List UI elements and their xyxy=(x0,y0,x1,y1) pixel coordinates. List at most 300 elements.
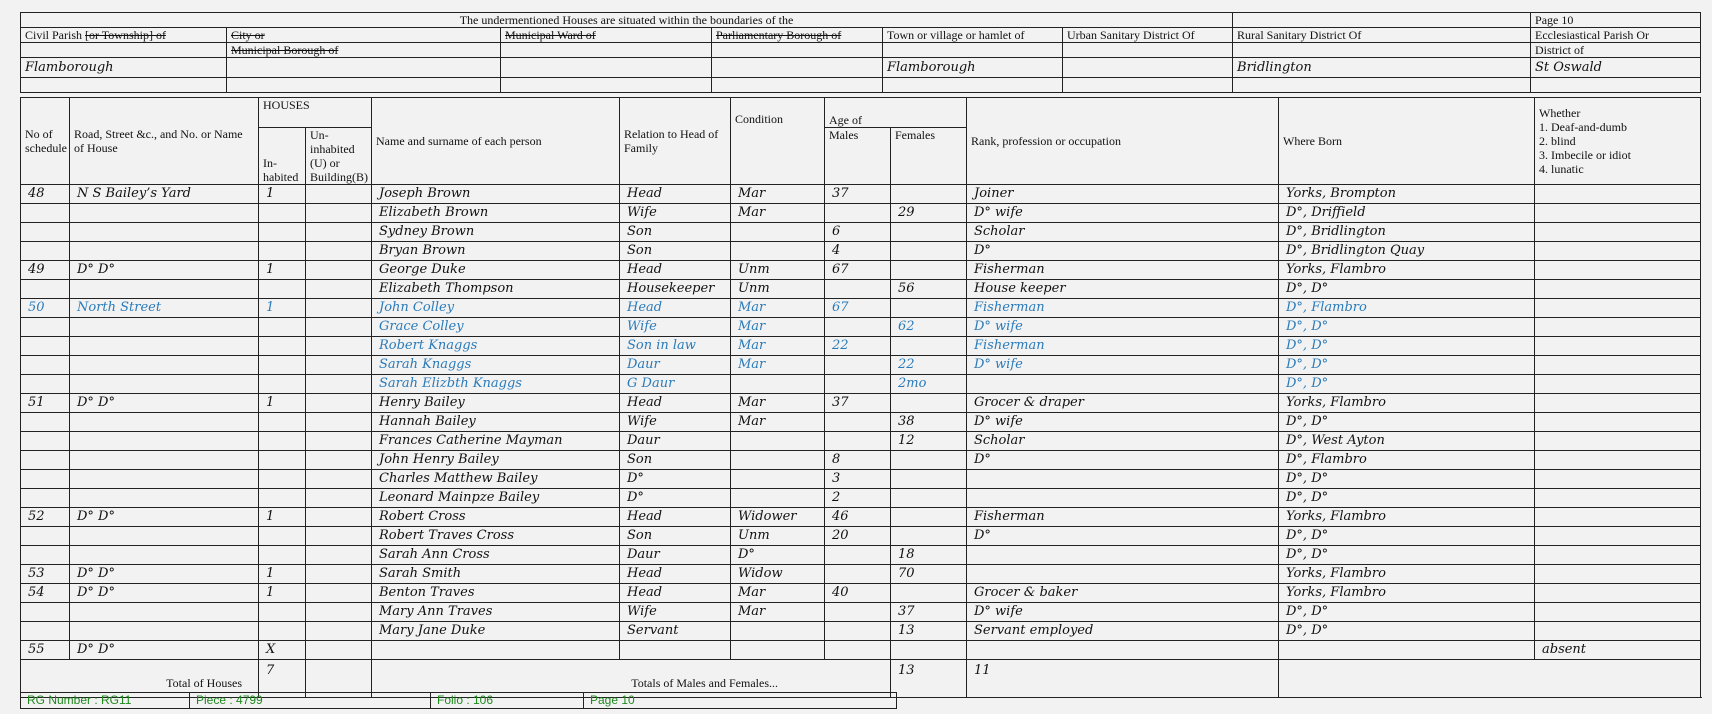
cell-born: D°, D° xyxy=(1279,470,1535,489)
cell-relation: Head xyxy=(620,185,731,204)
cell-occupation: Scholar xyxy=(967,432,1279,451)
cell-schedule: 51 xyxy=(21,394,70,413)
cell-females xyxy=(891,242,967,261)
cell-schedule xyxy=(21,546,70,565)
cell-occupation: Grocer & draper xyxy=(967,394,1279,413)
cell-females: 56 xyxy=(891,280,967,299)
cell-occupation xyxy=(967,470,1279,489)
cell-road: D° D° xyxy=(70,394,259,413)
cell-inhabited: 1 xyxy=(259,299,306,318)
cell-uninhabited xyxy=(306,375,372,394)
cell-name: Frances Catherine Mayman xyxy=(372,432,620,451)
table-row xyxy=(21,584,1701,603)
cell-occupation: Grocer & baker xyxy=(967,584,1279,603)
table-row xyxy=(21,489,1701,508)
cell-born: D°, D° xyxy=(1279,546,1535,565)
cell-name: John Colley xyxy=(372,299,620,318)
cell-females: 29 xyxy=(891,204,967,223)
rural-sanitary-label: Rural Sanitary District Of xyxy=(1233,28,1531,43)
census-table xyxy=(20,97,1701,698)
cell-females: 62 xyxy=(891,318,967,337)
col-schedule: No of schedule xyxy=(21,98,70,185)
cell-inhabited xyxy=(259,337,306,356)
cell-born: D°, D° xyxy=(1279,337,1535,356)
cell-name xyxy=(372,641,620,660)
whether-title: Whether xyxy=(1539,106,1581,120)
table-row xyxy=(21,299,1701,318)
header-title: The undermentioned Houses are situated within the boundaries of the xyxy=(21,13,1233,28)
cell-born: D°, D° xyxy=(1279,489,1535,508)
cell-name: Henry Bailey xyxy=(372,394,620,413)
cell-born: D°, Bridlington Quay xyxy=(1279,242,1535,261)
table-row xyxy=(21,318,1701,337)
cell-road xyxy=(70,223,259,242)
whether-item: 2. blind xyxy=(1539,134,1576,148)
urban-sanitary-label: Urban Sanitary District Of xyxy=(1063,28,1233,43)
cell-females xyxy=(891,489,967,508)
cell-schedule xyxy=(21,242,70,261)
cell-condition xyxy=(731,432,825,451)
table-row xyxy=(21,451,1701,470)
cell-males xyxy=(825,622,891,641)
cell-inhabited xyxy=(259,527,306,546)
cell-name: Mary Jane Duke xyxy=(372,622,620,641)
cell-whether xyxy=(1535,394,1701,413)
municipal-borough-label: Municipal Borough of xyxy=(227,43,501,58)
cell-born: D°, D° xyxy=(1279,280,1535,299)
cell-whether xyxy=(1535,584,1701,603)
cell-occupation: Fisherman xyxy=(967,508,1279,527)
cell-name: Joseph Brown xyxy=(372,185,620,204)
cell-occupation xyxy=(967,489,1279,508)
town-village-value: Flamborough xyxy=(883,58,1063,78)
cell-road xyxy=(70,470,259,489)
cell-uninhabited xyxy=(306,204,372,223)
cell-schedule xyxy=(21,527,70,546)
cell-uninhabited xyxy=(306,603,372,622)
cell-males: 3 xyxy=(825,470,891,489)
cell-relation: Daur xyxy=(620,432,731,451)
table-row xyxy=(21,394,1701,413)
cell-males: 6 xyxy=(825,223,891,242)
cell-males xyxy=(825,204,891,223)
reference-bar xyxy=(20,692,897,709)
cell-name: Robert Knaggs xyxy=(372,337,620,356)
cell-males xyxy=(825,603,891,622)
cell-condition: Mar xyxy=(731,318,825,337)
cell-occupation xyxy=(967,565,1279,584)
cell-schedule xyxy=(21,337,70,356)
col-condition: Condition xyxy=(731,98,825,185)
cell-schedule xyxy=(21,603,70,622)
cell-whether xyxy=(1535,432,1701,451)
cell-road: D° D° xyxy=(70,261,259,280)
cell-relation: Wife xyxy=(620,204,731,223)
table-row xyxy=(21,413,1701,432)
table-row xyxy=(21,375,1701,394)
cell-occupation: Scholar xyxy=(967,223,1279,242)
cell-inhabited: 1 xyxy=(259,185,306,204)
cell-relation: Head xyxy=(620,394,731,413)
cell-schedule: 55 xyxy=(21,641,70,660)
table-row xyxy=(21,223,1701,242)
cell-relation: Wife xyxy=(620,603,731,622)
cell-whether xyxy=(1535,185,1701,204)
cell-relation xyxy=(620,641,731,660)
cell-whether xyxy=(1535,337,1701,356)
cell-schedule xyxy=(21,413,70,432)
cell-name: Bryan Brown xyxy=(372,242,620,261)
cell-inhabited xyxy=(259,546,306,565)
rg-number: RG Number : RG11 xyxy=(21,693,190,709)
cell-uninhabited xyxy=(306,337,372,356)
cell-schedule xyxy=(21,432,70,451)
cell-condition: Widow xyxy=(731,565,825,584)
cell-born: D°, Bridlington xyxy=(1279,223,1535,242)
header-blank xyxy=(1233,13,1531,28)
cell-condition: Widower xyxy=(731,508,825,527)
parliamentary-borough-label: Parliamentary Borough of xyxy=(712,28,883,43)
cell-males xyxy=(825,641,891,660)
cell-road xyxy=(70,375,259,394)
cell-road xyxy=(70,356,259,375)
census-page xyxy=(20,12,1701,698)
cell-males: 67 xyxy=(825,261,891,280)
cell-occupation: D° wife xyxy=(967,413,1279,432)
cell-whether xyxy=(1535,622,1701,641)
cell-uninhabited xyxy=(306,527,372,546)
table-row xyxy=(21,185,1701,204)
table-row xyxy=(21,337,1701,356)
page-number: Page 10 xyxy=(1531,13,1701,28)
cell-females xyxy=(891,299,967,318)
cell-inhabited: X xyxy=(259,641,306,660)
cell-condition: Mar xyxy=(731,337,825,356)
cell-condition xyxy=(731,242,825,261)
cell-relation: Head xyxy=(620,565,731,584)
cell-schedule xyxy=(21,489,70,508)
cell-born: D°, Driffield xyxy=(1279,204,1535,223)
cell-condition: Unm xyxy=(731,280,825,299)
cell-whether xyxy=(1535,318,1701,337)
cell-occupation: Fisherman xyxy=(967,337,1279,356)
cell-whether xyxy=(1535,527,1701,546)
cell-uninhabited xyxy=(306,185,372,204)
cell-schedule xyxy=(21,280,70,299)
table-row xyxy=(21,470,1701,489)
cell-relation: Son in law xyxy=(620,337,731,356)
cell-females: 13 xyxy=(891,622,967,641)
cell-females xyxy=(891,185,967,204)
cell-road xyxy=(70,622,259,641)
cell-whether: absent xyxy=(1535,641,1701,660)
cell-born: Yorks, Flambro xyxy=(1279,394,1535,413)
cell-uninhabited xyxy=(306,318,372,337)
total-houses-label: Total of Houses xyxy=(21,660,259,698)
total-females-value: 11 xyxy=(967,660,1279,698)
cell-females: 18 xyxy=(891,546,967,565)
cell-females xyxy=(891,508,967,527)
table-row xyxy=(21,527,1701,546)
cell-relation: Son xyxy=(620,223,731,242)
cell-name: Robert Traves Cross xyxy=(372,527,620,546)
cell-occupation: D° xyxy=(967,451,1279,470)
cell-condition: Mar xyxy=(731,394,825,413)
cell-relation: Daur xyxy=(620,356,731,375)
cell-schedule xyxy=(21,223,70,242)
cell-relation: Son xyxy=(620,451,731,470)
cell-whether xyxy=(1535,375,1701,394)
cell-inhabited xyxy=(259,432,306,451)
cell-whether xyxy=(1535,489,1701,508)
col-houses: HOUSES xyxy=(259,98,372,128)
cell-females xyxy=(891,470,967,489)
table-row xyxy=(21,432,1701,451)
table-row xyxy=(21,508,1701,527)
cell-males: 37 xyxy=(825,185,891,204)
cell-inhabited xyxy=(259,223,306,242)
col-occupation: Rank, profession or occupation xyxy=(967,98,1279,185)
cell-inhabited: 1 xyxy=(259,584,306,603)
cell-occupation xyxy=(967,641,1279,660)
cell-born: Yorks, Flambro xyxy=(1279,584,1535,603)
cell-schedule: 52 xyxy=(21,508,70,527)
whether-item: 1. Deaf-and-dumb xyxy=(1539,120,1627,134)
cell-males xyxy=(825,375,891,394)
cell-schedule: 50 xyxy=(21,299,70,318)
cell-males xyxy=(825,318,891,337)
cell-uninhabited xyxy=(306,413,372,432)
district-header xyxy=(20,12,1701,93)
cell-uninhabited xyxy=(306,223,372,242)
col-inhabited: In-habited xyxy=(259,128,306,185)
cell-born: Yorks, Brompton xyxy=(1279,185,1535,204)
cell-condition: Mar xyxy=(731,299,825,318)
cell-born: Yorks, Flambro xyxy=(1279,508,1535,527)
cell-schedule xyxy=(21,451,70,470)
cell-name: Sydney Brown xyxy=(372,223,620,242)
piece-number: Piece : 4799 xyxy=(190,693,431,709)
cell-road xyxy=(70,546,259,565)
cell-born: D°, D° xyxy=(1279,622,1535,641)
cell-occupation: Joiner xyxy=(967,185,1279,204)
cell-schedule xyxy=(21,318,70,337)
cell-females: 70 xyxy=(891,565,967,584)
cell-relation: D° xyxy=(620,470,731,489)
rural-sanitary-value: Bridlington xyxy=(1233,58,1531,78)
table-row xyxy=(21,641,1701,660)
cell-uninhabited xyxy=(306,299,372,318)
cell-uninhabited xyxy=(306,432,372,451)
table-row xyxy=(21,603,1701,622)
cell-condition xyxy=(731,223,825,242)
cell-inhabited xyxy=(259,375,306,394)
table-row xyxy=(21,565,1701,584)
ecclesiastical-value: St Oswald xyxy=(1531,58,1701,78)
cell-relation: Daur xyxy=(620,546,731,565)
cell-schedule: 48 xyxy=(21,185,70,204)
cell-relation: Head xyxy=(620,508,731,527)
cell-name: John Henry Bailey xyxy=(372,451,620,470)
cell-whether xyxy=(1535,280,1701,299)
cell-road xyxy=(70,204,259,223)
cell-condition: Unm xyxy=(731,261,825,280)
cell-schedule xyxy=(21,470,70,489)
cell-road xyxy=(70,318,259,337)
cell-relation: Head xyxy=(620,584,731,603)
cell-occupation: D° wife xyxy=(967,318,1279,337)
cell-males xyxy=(825,280,891,299)
cell-name: Sarah Ann Cross xyxy=(372,546,620,565)
cell-occupation: Fisherman xyxy=(967,299,1279,318)
cell-inhabited: 1 xyxy=(259,565,306,584)
cell-occupation xyxy=(967,546,1279,565)
cell-name: Sarah Smith xyxy=(372,565,620,584)
cell-males: 2 xyxy=(825,489,891,508)
cell-females: 2mo xyxy=(891,375,967,394)
cell-born: D°, D° xyxy=(1279,603,1535,622)
cell-females xyxy=(891,337,967,356)
cell-schedule: 49 xyxy=(21,261,70,280)
cell-inhabited xyxy=(259,204,306,223)
col-born: Where Born xyxy=(1279,98,1535,185)
cell-uninhabited xyxy=(306,394,372,413)
cell-females xyxy=(891,641,967,660)
cell-relation: G Daur xyxy=(620,375,731,394)
cell-uninhabited xyxy=(306,261,372,280)
col-uninhabited: Un-inhabited (U) or Building(B) xyxy=(306,128,372,185)
cell-born: D°, Flambro xyxy=(1279,299,1535,318)
cell-occupation: D° wife xyxy=(967,603,1279,622)
cell-condition: Mar xyxy=(731,204,825,223)
folio-number: Folio : 106 xyxy=(431,693,584,709)
cell-whether xyxy=(1535,242,1701,261)
col-road: Road, Street &c., and No. or Name of House xyxy=(70,98,259,185)
cell-males: 8 xyxy=(825,451,891,470)
cell-females xyxy=(891,451,967,470)
cell-road: N S Bailey’s Yard xyxy=(70,185,259,204)
table-row xyxy=(21,204,1701,223)
ecclesiastical-label-1: Ecclesiastical Parish Or xyxy=(1531,28,1701,43)
cell-uninhabited xyxy=(306,242,372,261)
table-row xyxy=(21,242,1701,261)
cell-road xyxy=(70,603,259,622)
cell-females xyxy=(891,394,967,413)
cell-uninhabited xyxy=(306,641,372,660)
cell-females xyxy=(891,527,967,546)
cell-males: 20 xyxy=(825,527,891,546)
cell-occupation: Servant employed xyxy=(967,622,1279,641)
whether-item: 3. Imbecile or idiot xyxy=(1539,148,1631,162)
cell-road xyxy=(70,451,259,470)
cell-females xyxy=(891,223,967,242)
col-age-of: Age of xyxy=(825,98,967,128)
cell-born: D°, Flambro xyxy=(1279,451,1535,470)
col-females: Females xyxy=(891,128,967,185)
cell-relation: Servant xyxy=(620,622,731,641)
cell-born: D°, D° xyxy=(1279,318,1535,337)
table-row xyxy=(21,546,1701,565)
total-males-value: 13 xyxy=(891,660,967,698)
census-rows xyxy=(21,185,1701,660)
cell-road xyxy=(70,527,259,546)
cell-condition: Unm xyxy=(731,527,825,546)
cell-relation: Head xyxy=(620,299,731,318)
cell-name: Grace Colley xyxy=(372,318,620,337)
cell-uninhabited xyxy=(306,565,372,584)
cell-relation: D° xyxy=(620,489,731,508)
cell-condition: D° xyxy=(731,546,825,565)
cell-occupation: D° wife xyxy=(967,356,1279,375)
col-males: Males xyxy=(825,128,891,185)
cell-name: Hannah Bailey xyxy=(372,413,620,432)
cell-whether xyxy=(1535,299,1701,318)
cell-road xyxy=(70,432,259,451)
cell-road: D° D° xyxy=(70,565,259,584)
cell-born: Yorks, Flambro xyxy=(1279,261,1535,280)
cell-condition xyxy=(731,489,825,508)
cell-whether xyxy=(1535,413,1701,432)
cell-whether xyxy=(1535,470,1701,489)
cell-inhabited xyxy=(259,451,306,470)
cell-inhabited xyxy=(259,603,306,622)
cell-schedule: 54 xyxy=(21,584,70,603)
cell-males xyxy=(825,565,891,584)
cell-born: D°, D° xyxy=(1279,413,1535,432)
cell-born: D°, D° xyxy=(1279,375,1535,394)
cell-name: Charles Matthew Bailey xyxy=(372,470,620,489)
cell-relation: Head xyxy=(620,261,731,280)
ecclesiastical-label-2: District of xyxy=(1531,43,1701,58)
cell-whether xyxy=(1535,356,1701,375)
cell-females: 37 xyxy=(891,603,967,622)
cell-males: 22 xyxy=(825,337,891,356)
cell-schedule xyxy=(21,375,70,394)
cell-uninhabited xyxy=(306,622,372,641)
cell-occupation xyxy=(967,375,1279,394)
cell-males xyxy=(825,432,891,451)
cell-road xyxy=(70,337,259,356)
cell-uninhabited xyxy=(306,508,372,527)
table-row xyxy=(21,622,1701,641)
total-houses-value: 7 xyxy=(259,660,306,698)
cell-males xyxy=(825,356,891,375)
cell-whether xyxy=(1535,546,1701,565)
cell-inhabited xyxy=(259,356,306,375)
cell-name: Elizabeth Thompson xyxy=(372,280,620,299)
cell-females xyxy=(891,584,967,603)
city-label: City or xyxy=(227,28,501,43)
cell-condition: Mar xyxy=(731,356,825,375)
col-name: Name and surname of each person xyxy=(372,98,620,185)
cell-males: 67 xyxy=(825,299,891,318)
cell-born: D°, West Ayton xyxy=(1279,432,1535,451)
cell-road xyxy=(70,242,259,261)
cell-relation: Wife xyxy=(620,413,731,432)
cell-born xyxy=(1279,641,1535,660)
cell-uninhabited xyxy=(306,451,372,470)
civil-parish-label: Civil Parish [or Township] of xyxy=(21,28,227,43)
cell-uninhabited xyxy=(306,584,372,603)
cell-road xyxy=(70,280,259,299)
cell-name: Sarah Knaggs xyxy=(372,356,620,375)
cell-uninhabited xyxy=(306,546,372,565)
cell-condition: Mar xyxy=(731,185,825,204)
cell-males: 40 xyxy=(825,584,891,603)
cell-males xyxy=(825,546,891,565)
cell-occupation: D° wife xyxy=(967,204,1279,223)
cell-males: 46 xyxy=(825,508,891,527)
